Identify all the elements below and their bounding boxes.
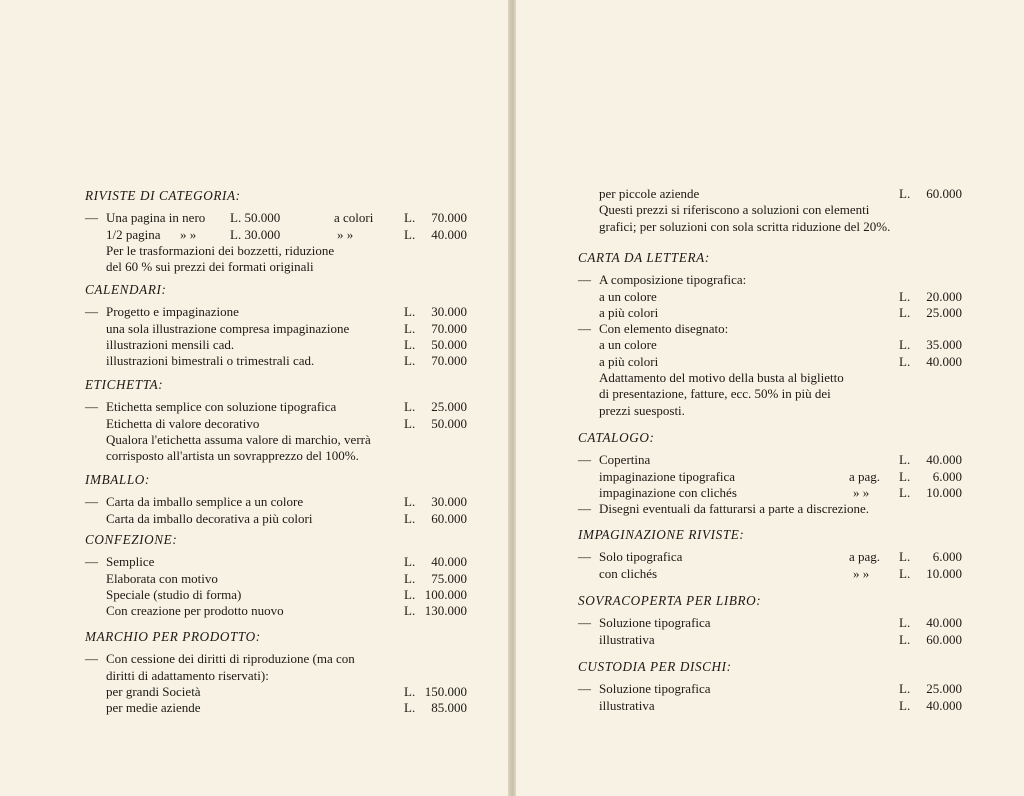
left-page: [0, 0, 510, 796]
ditto-mark: » »: [337, 226, 354, 242]
price-row: [85, 494, 485, 510]
amount: 60.000: [431, 510, 467, 526]
item-text: illustrativa: [599, 631, 655, 647]
section-heading: CUSTODIA PER DISCHI:: [578, 659, 732, 674]
note-row: [85, 668, 485, 684]
amount: 6.000: [932, 549, 962, 565]
dash: —: [578, 681, 591, 697]
item-text: Etichetta semplice con soluzione tipografica: [106, 399, 337, 415]
section-marchio: [85, 629, 485, 716]
price-row: [85, 227, 485, 243]
price-row: [85, 337, 485, 353]
section-riviste: [85, 188, 485, 275]
note-row: [578, 321, 978, 337]
item-text: per medie aziende: [106, 700, 201, 716]
currency: L.: [899, 353, 911, 369]
item-text: Con creazione per prodotto nuovo: [106, 603, 284, 619]
amount: 85.000: [431, 700, 467, 716]
price-row: [578, 681, 978, 697]
currency: L.: [899, 631, 911, 647]
section-catalogo: [578, 430, 978, 517]
section-etichetta: [85, 377, 485, 464]
note-row: [578, 272, 978, 288]
item-text: per piccole aziende: [599, 186, 700, 201]
note-row: [85, 448, 485, 464]
note-text: di presentazione, fatture, ecc. 50% in più dei: [599, 386, 831, 402]
note-text: prezzi suesposti.: [599, 402, 685, 418]
currency: L.: [404, 570, 416, 586]
amount: 30.000: [431, 304, 467, 320]
price-row: [578, 549, 978, 565]
currency: L.: [899, 304, 911, 320]
item-text: a più colori: [599, 304, 659, 320]
currency: L.: [899, 484, 911, 500]
section-heading: CARTA DA LETTERA:: [578, 250, 710, 265]
item-text: illustrazioni mensili cad.: [106, 336, 235, 352]
currency: L.: [899, 681, 911, 697]
dash: —: [578, 615, 591, 631]
unit-label: » »: [853, 484, 870, 500]
price-row: [85, 554, 485, 570]
price-row: [85, 684, 485, 700]
currency: L.: [404, 494, 416, 510]
amount: 130.000: [424, 603, 467, 619]
price-row: [85, 571, 485, 587]
section-confezione: [85, 532, 485, 619]
note-row: [578, 370, 978, 386]
price-row: [85, 399, 485, 415]
price-black: L. 50.000: [230, 210, 281, 226]
section-calendari: [85, 282, 485, 369]
price-row: [578, 452, 978, 468]
item-text: Carta da imballo semplice a un colore: [106, 494, 304, 510]
section-heading: SOVRACOPERTA PER LIBRO:: [578, 593, 762, 608]
note-row: [85, 259, 485, 275]
note-row: [578, 219, 978, 235]
note-text: Disegni eventuali da fatturarsi a parte a discrezione.: [599, 501, 869, 517]
amount: 70.000: [431, 320, 467, 336]
amount: 40.000: [431, 226, 467, 242]
item-text: con clichés: [599, 565, 658, 581]
note-text: Con elemento disegnato:: [599, 321, 729, 337]
item-text: Solo tipografica: [599, 549, 683, 565]
currency: L.: [404, 554, 416, 570]
price-row: [578, 469, 978, 485]
section-imballo: [85, 472, 485, 527]
section-impaginazione-riviste: [578, 527, 978, 582]
amount: 20.000: [926, 288, 962, 304]
dash: —: [578, 321, 591, 337]
item-text: Soluzione tipografica: [599, 681, 711, 697]
note-row: [578, 501, 978, 517]
amount: 70.000: [431, 353, 467, 369]
note-row: [578, 403, 978, 419]
price-row: [85, 321, 485, 337]
currency: L.: [404, 226, 416, 242]
price-row: [578, 337, 978, 353]
item-text: per grandi Società: [106, 683, 201, 699]
price-row: [578, 289, 978, 305]
amount: 40.000: [926, 615, 962, 631]
amount: 10.000: [926, 484, 962, 500]
item-text: illustrativa: [599, 697, 655, 713]
note-text: grafici; per soluzioni con sola scritta riduzione del 20%.: [599, 218, 891, 234]
section-heading: RIVISTE DI CATEGORIA:: [85, 188, 241, 203]
price-row: [578, 615, 978, 631]
currency: L.: [404, 683, 416, 699]
note-row: [578, 202, 978, 218]
currency: L.: [899, 468, 911, 484]
amount: 30.000: [431, 494, 467, 510]
section-heading: CATALOGO:: [578, 430, 655, 445]
note-text: Qualora l'etichetta assuma valore di marchio, verrà: [106, 431, 371, 447]
currency: L.: [404, 210, 416, 226]
item-text: impaginazione tipografica: [599, 468, 736, 484]
currency: L.: [404, 603, 416, 619]
item-text: a un colore: [599, 288, 657, 304]
price-row: [578, 305, 978, 321]
currency: L.: [404, 415, 416, 431]
dash: —: [85, 304, 98, 320]
currency: L.: [899, 697, 911, 713]
price-black: L. 30.000: [230, 226, 281, 242]
amount: 60.000: [926, 631, 962, 647]
item-text: Etichetta di valore decorativo: [106, 415, 260, 431]
item-text: Semplice: [106, 554, 155, 570]
note-text: Adattamento del motivo della busta al biglietto: [599, 370, 844, 386]
section-custodia: [578, 659, 978, 714]
note-text: Con cessione dei diritti di riproduzione (ma con: [106, 651, 355, 667]
unit-label: a pag.: [849, 549, 881, 565]
price-row: [85, 700, 485, 716]
note-row: [85, 651, 485, 667]
price-row: [578, 632, 978, 648]
price-row: [85, 210, 485, 226]
amount: 100.000: [424, 586, 467, 602]
amount: 25.000: [926, 304, 962, 320]
currency: L.: [404, 304, 416, 320]
amount: 150.000: [424, 683, 467, 699]
section-sovracoperta: [578, 593, 978, 648]
section-heading: CONFEZIONE:: [85, 532, 178, 547]
section-carta-lettera: [578, 250, 978, 419]
section-heading: CALENDARI:: [85, 282, 167, 297]
dash: —: [578, 452, 591, 468]
item-text: illustrazioni bimestrali o trimestrali cad.: [106, 353, 315, 369]
price-row: [578, 566, 978, 582]
item-text: Soluzione tipografica: [599, 615, 711, 631]
amount: 50.000: [431, 336, 467, 352]
item-text: a più colori: [599, 353, 659, 369]
item-text: Progetto e impaginazione: [106, 304, 239, 320]
dash: —: [85, 554, 98, 570]
unit-label: a pag.: [849, 468, 881, 484]
price-row: [85, 353, 485, 369]
item-text: a un colore: [599, 337, 657, 353]
note-text: Per le trasformazioni dei bozzetti, riduzione: [106, 242, 335, 258]
currency: L.: [899, 186, 911, 201]
item-text: impaginazione con clichés: [599, 484, 737, 500]
currency: L.: [899, 288, 911, 304]
currency: L.: [404, 320, 416, 336]
item-text: 1/2 pagina: [106, 226, 161, 242]
currency: L.: [404, 586, 416, 602]
dash: —: [85, 399, 98, 415]
amount: 35.000: [926, 337, 962, 353]
item-text: Copertina: [599, 452, 651, 468]
price-row: [85, 304, 485, 320]
currency: L.: [404, 336, 416, 352]
amount: 60.000: [926, 186, 962, 201]
price-row: [578, 485, 978, 501]
dash: —: [578, 272, 591, 288]
note-row: [578, 386, 978, 402]
currency: L.: [404, 399, 416, 415]
note-text: Questi prezzi si riferiscono a soluzioni con elementi: [599, 202, 870, 218]
currency: L.: [404, 700, 416, 716]
dash: —: [85, 651, 98, 667]
item-text: Una pagina in nero: [106, 210, 206, 226]
amount: 70.000: [431, 210, 467, 226]
currency: L.: [404, 510, 416, 526]
currency: L.: [404, 353, 416, 369]
price-row: [578, 698, 978, 714]
right-page: [516, 0, 1024, 796]
dash: —: [85, 210, 98, 226]
amount: 10.000: [926, 565, 962, 581]
color-label: a colori: [334, 210, 374, 226]
amount: 40.000: [926, 452, 962, 468]
amount: 50.000: [431, 415, 467, 431]
currency: L.: [899, 549, 911, 565]
currency: L.: [899, 452, 911, 468]
note-row: [85, 243, 485, 259]
item-text: Elaborata con motivo: [106, 570, 218, 586]
dash: —: [578, 501, 591, 517]
dash: —: [578, 549, 591, 565]
price-row: [85, 587, 485, 603]
dash: —: [85, 494, 98, 510]
amount: 40.000: [926, 353, 962, 369]
section-heading: IMPAGINAZIONE RIVISTE:: [578, 527, 745, 542]
section-heading: ETICHETTA:: [85, 377, 164, 392]
item-text: una sola illustrazione compresa impaginazione: [106, 320, 350, 336]
item-text: Speciale (studio di forma): [106, 586, 242, 602]
amount: 6.000: [932, 468, 962, 484]
note-text: A composizione tipografica:: [599, 272, 747, 288]
amount: 40.000: [926, 697, 962, 713]
price-row: [85, 416, 485, 432]
currency: L.: [899, 615, 911, 631]
currency: L.: [899, 337, 911, 353]
price-row: [85, 511, 485, 527]
price-row: [578, 354, 978, 370]
amount: 25.000: [431, 399, 467, 415]
amount: 40.000: [431, 554, 467, 570]
price-row: [578, 186, 978, 202]
note-row: [85, 432, 485, 448]
note-text: diritti di adattamento riservati):: [106, 667, 269, 683]
unit-label: » »: [853, 565, 870, 581]
currency: L.: [899, 565, 911, 581]
price-row: [85, 603, 485, 619]
item-text: Carta da imballo decorativa a più colori: [106, 510, 313, 526]
amount: 75.000: [431, 570, 467, 586]
note-text: del 60 % sui prezzi dei formati originali: [106, 259, 314, 275]
ditto-mark: » »: [180, 226, 197, 242]
section-heading: MARCHIO PER PRODOTTO:: [85, 629, 261, 644]
amount: 25.000: [926, 681, 962, 697]
note-text: corrisposto all'artista un sovrapprezzo del 100%.: [106, 448, 359, 464]
section-continuation: [578, 186, 978, 235]
section-heading: IMBALLO:: [85, 472, 150, 487]
